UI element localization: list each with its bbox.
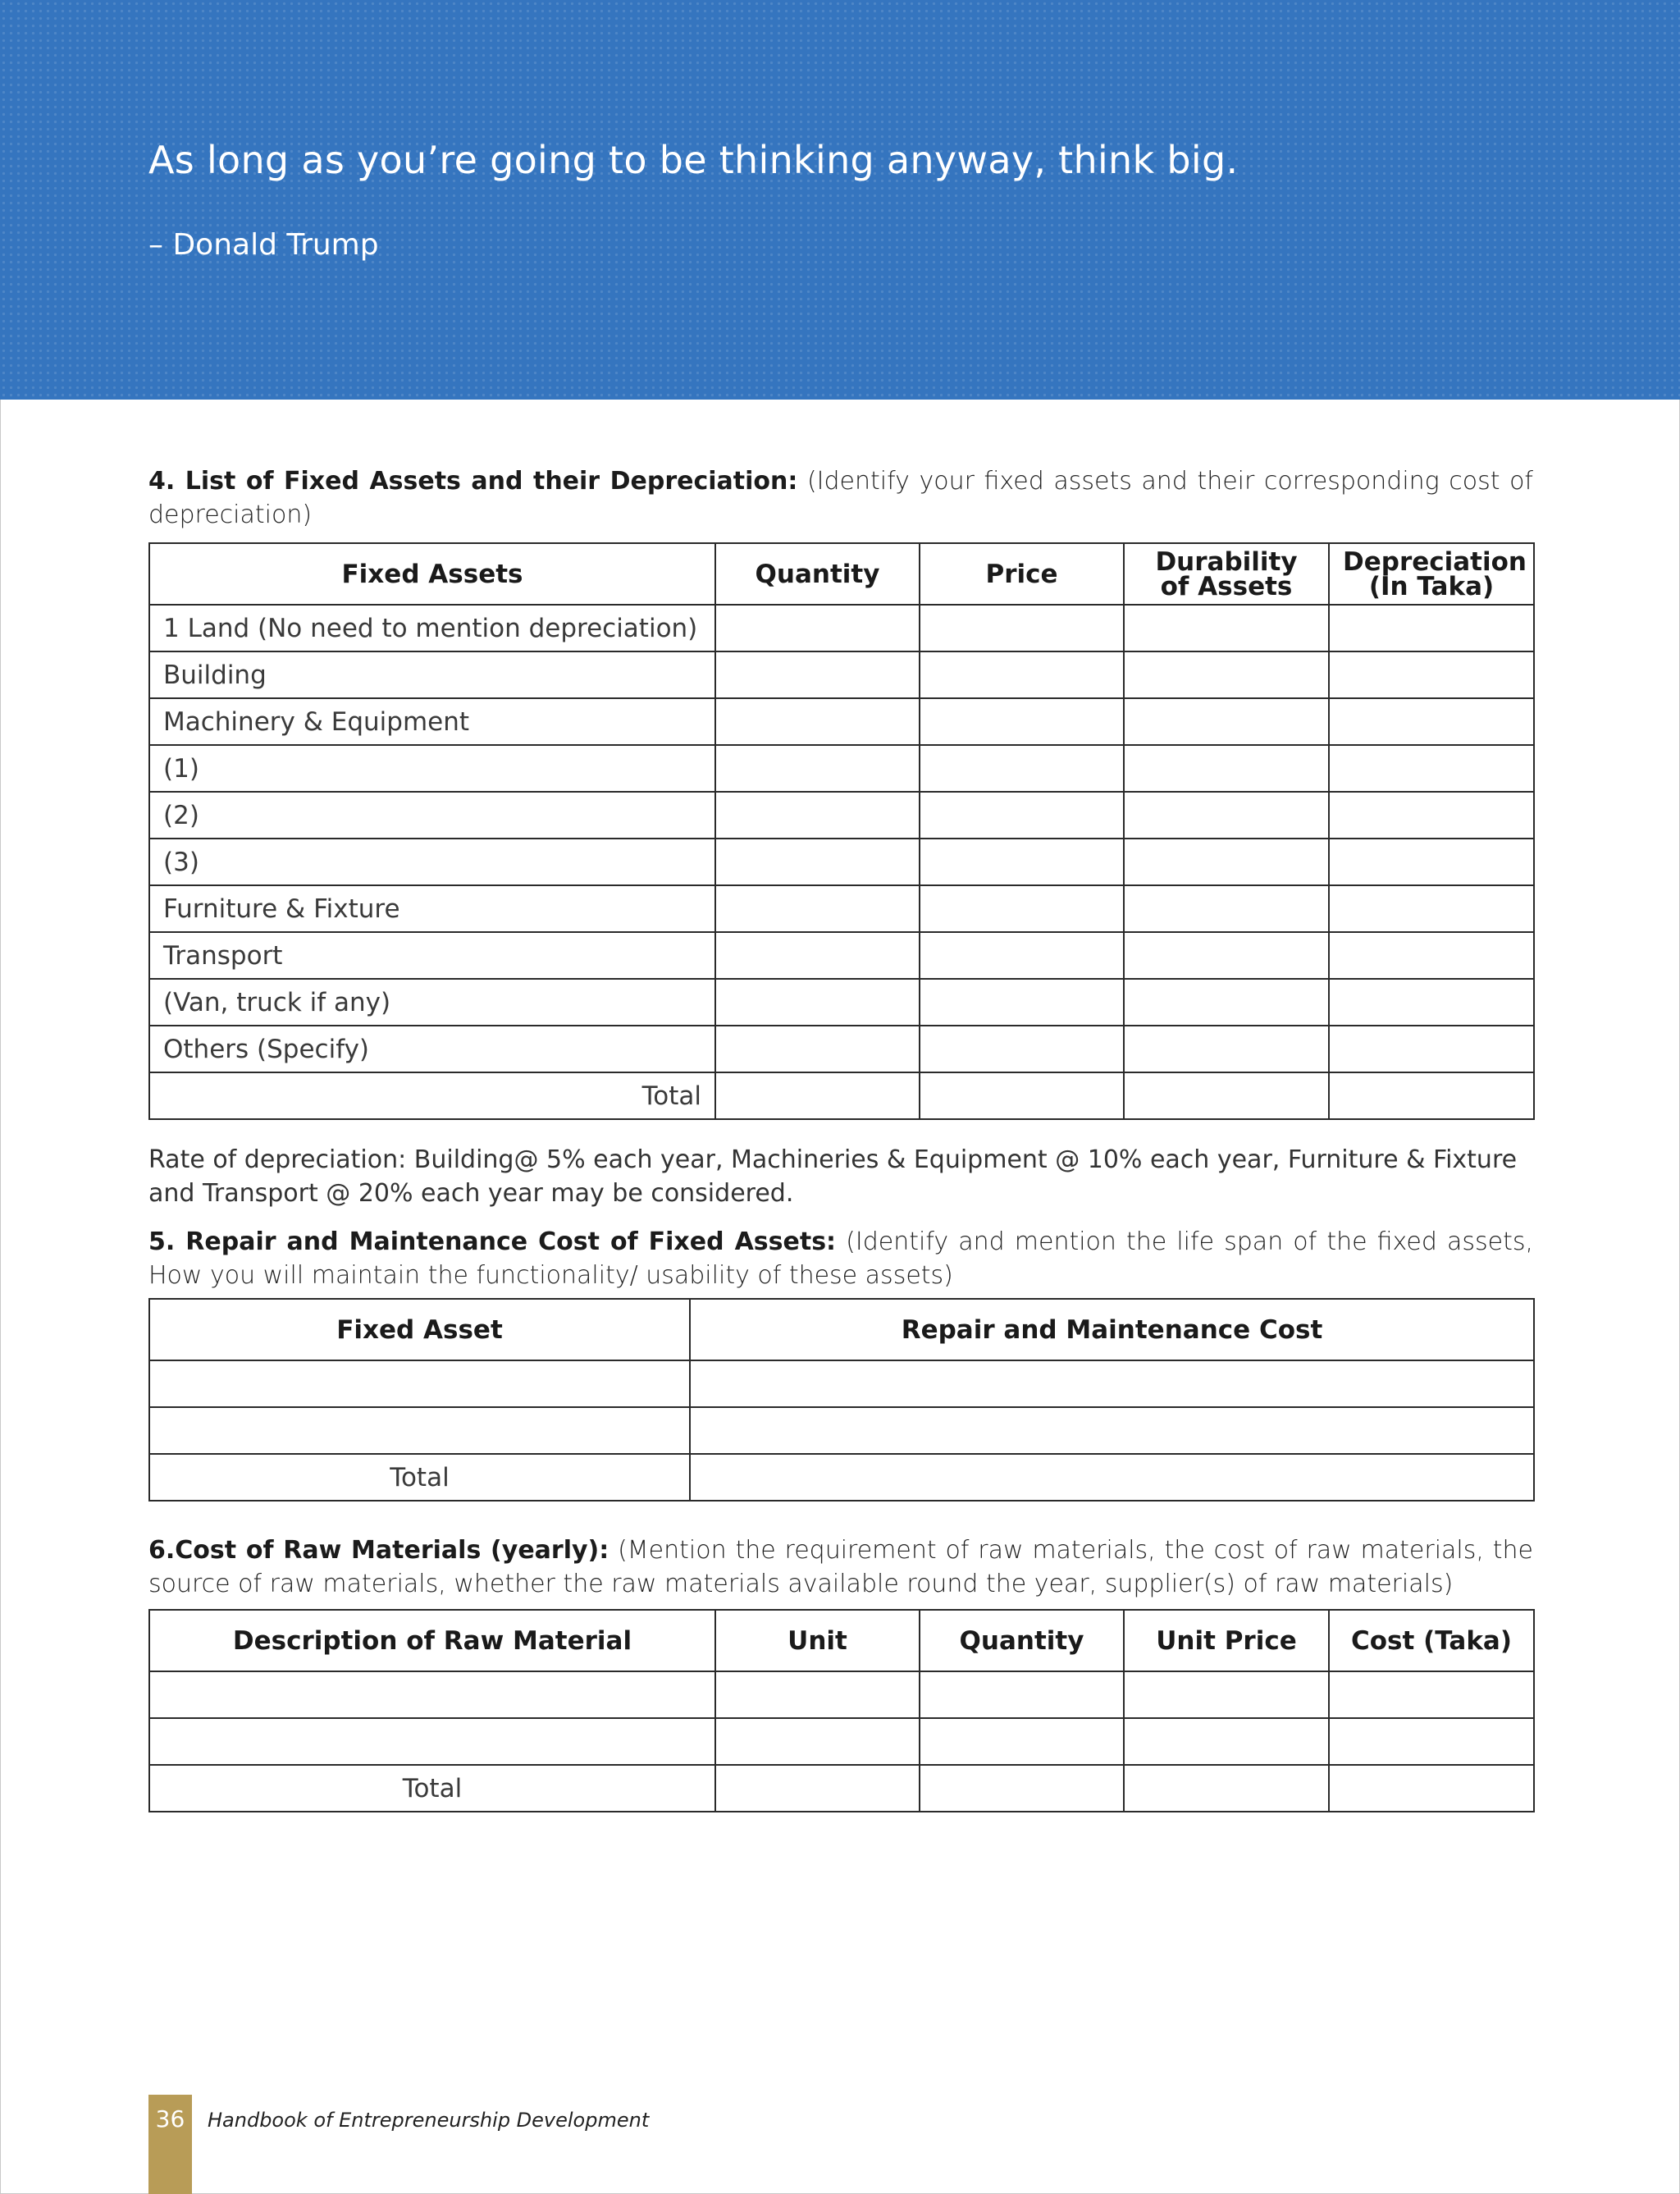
section-6-description: (Mention the requirement of raw materials, the cost of raw materials, the source of raw materials, whether the raw materials available round the year, supplier(s) of raw materials) (148, 1536, 1533, 1598)
input-cell[interactable] (715, 1671, 920, 1718)
raw-materials-table (148, 1609, 1535, 1812)
input-cell[interactable] (920, 1072, 1124, 1119)
input-cell[interactable] (1329, 651, 1534, 698)
input-cell[interactable] (690, 1454, 1534, 1501)
total-row (149, 1072, 1534, 1119)
column-header: Depreciation (In Taka) (1329, 543, 1534, 605)
input-cell[interactable] (715, 839, 920, 885)
table-header-row (149, 543, 1534, 605)
asset-name-cell: Transport (149, 932, 715, 979)
input-cell[interactable] (920, 979, 1124, 1026)
input-cell[interactable] (1329, 1671, 1534, 1718)
input-cell[interactable] (1124, 792, 1329, 839)
input-cell[interactable] (1329, 698, 1534, 745)
input-cell[interactable] (920, 1765, 1124, 1812)
input-cell[interactable] (690, 1407, 1534, 1454)
input-cell[interactable] (1329, 839, 1534, 885)
asset-name-cell: 1 Land (No need to mention depreciation) (149, 605, 715, 651)
section-5-description: (Identify and mention the life span of the fixed assets, How you will maintain the functionality/ usability of these assets) (148, 1227, 1534, 1290)
input-cell[interactable] (920, 605, 1124, 651)
column-header: Fixed Asset (149, 1299, 690, 1360)
table-row (149, 745, 1534, 792)
column-header: Quantity (715, 543, 920, 605)
input-cell[interactable] (920, 792, 1124, 839)
section-5-title: 5. Repair and Maintenance Cost of Fixed Assets: (148, 1227, 837, 1256)
input-cell[interactable] (1124, 745, 1329, 792)
input-cell[interactable] (920, 839, 1124, 885)
input-cell[interactable] (920, 1026, 1124, 1072)
input-cell[interactable] (715, 1718, 920, 1765)
repair-table-wrapper (148, 1298, 1533, 1502)
input-cell[interactable] (1124, 839, 1329, 885)
asset-name-cell: (1) (149, 745, 715, 792)
input-cell[interactable] (920, 745, 1124, 792)
input-cell[interactable] (715, 792, 920, 839)
input-cell[interactable] (715, 745, 920, 792)
input-cell[interactable] (1124, 651, 1329, 698)
input-cell[interactable] (149, 1671, 715, 1718)
table-row (149, 1360, 1534, 1407)
table-row (149, 1407, 1534, 1454)
input-cell[interactable] (1329, 792, 1534, 839)
total-label: Total (149, 1765, 715, 1812)
input-cell[interactable] (1124, 698, 1329, 745)
input-cell[interactable] (1329, 1072, 1534, 1119)
input-cell[interactable] (690, 1360, 1534, 1407)
input-cell[interactable] (1329, 745, 1534, 792)
footer-book-title: Handbook of Entrepreneurship Development (208, 2109, 650, 2132)
input-cell[interactable] (1124, 885, 1329, 932)
column-header: Description of Raw Material (149, 1610, 715, 1671)
section-4-description: (Identify your fixed assets and their corresponding cost of depreciation) (148, 467, 1533, 529)
table-row (149, 698, 1534, 745)
asset-name-cell: Building (149, 651, 715, 698)
input-cell[interactable] (920, 1718, 1124, 1765)
section-4-title: 4. List of Fixed Assets and their Depreciation: (148, 467, 798, 496)
column-header: Fixed Assets (149, 543, 715, 605)
fixed-assets-table-wrapper (148, 542, 1533, 1120)
table-header-row (149, 1299, 1534, 1360)
asset-name-cell: (3) (149, 839, 715, 885)
depreciation-note: Rate of depreciation: Building@ 5% each year, Machineries & Equipment @ 10% each year, Furniture & Fixture and Transport @ 20% each year may be considered. (148, 1145, 1518, 1208)
column-header: Unit Price (1124, 1610, 1329, 1671)
section-fixed-assets (148, 464, 1533, 532)
section-4-heading (148, 464, 1533, 532)
input-cell[interactable] (715, 1026, 920, 1072)
input-cell[interactable] (920, 932, 1124, 979)
input-cell[interactable] (1124, 1026, 1329, 1072)
asset-name-cell: Furniture & Fixture (149, 885, 715, 932)
table-row (149, 792, 1534, 839)
input-cell[interactable] (1124, 1072, 1329, 1119)
input-cell[interactable] (1124, 932, 1329, 979)
input-cell[interactable] (1124, 979, 1329, 1026)
raw-materials-table-wrapper (148, 1609, 1533, 1812)
total-row (149, 1765, 1534, 1812)
asset-name-cell: (Van, truck if any) (149, 979, 715, 1026)
input-cell[interactable] (1329, 932, 1534, 979)
input-cell[interactable] (715, 1072, 920, 1119)
table-row (149, 979, 1534, 1026)
input-cell[interactable] (149, 1407, 690, 1454)
input-cell[interactable] (715, 885, 920, 932)
input-cell[interactable] (1329, 605, 1534, 651)
input-cell[interactable] (920, 698, 1124, 745)
input-cell[interactable] (1329, 979, 1534, 1026)
input-cell[interactable] (715, 651, 920, 698)
table-row (149, 1026, 1534, 1072)
column-header: Repair and Maintenance Cost (690, 1299, 1534, 1360)
column-header: Unit (715, 1610, 920, 1671)
section-raw-materials (148, 1534, 1533, 1601)
asset-name-cell: Machinery & Equipment (149, 698, 715, 745)
total-label: Total (149, 1454, 690, 1501)
input-cell[interactable] (149, 1718, 715, 1765)
fixed-assets-table (148, 542, 1535, 1120)
asset-name-cell: (2) (149, 792, 715, 839)
page-number: 36 (155, 2105, 185, 2132)
table-row (149, 1718, 1534, 1765)
input-cell[interactable] (1124, 1718, 1329, 1765)
total-row (149, 1454, 1534, 1501)
input-cell[interactable] (920, 651, 1124, 698)
table-row (149, 885, 1534, 932)
table-header-row (149, 1610, 1534, 1671)
asset-name-cell: Others (Specify) (149, 1026, 715, 1072)
section-repair-maintenance (148, 1225, 1533, 1292)
total-label: Total (149, 1072, 715, 1119)
section-6-heading (148, 1534, 1533, 1601)
input-cell[interactable] (1124, 1765, 1329, 1812)
input-cell[interactable] (1329, 1718, 1534, 1765)
repair-maintenance-table (148, 1298, 1535, 1502)
table-row (149, 605, 1534, 651)
section-6-title: 6.Cost of Raw Materials (yearly): (148, 1536, 609, 1565)
column-header: Cost (Taka) (1329, 1610, 1534, 1671)
table-row (149, 839, 1534, 885)
input-cell[interactable] (715, 979, 920, 1026)
input-cell[interactable] (715, 698, 920, 745)
input-cell[interactable] (715, 605, 920, 651)
input-cell[interactable] (715, 1765, 920, 1812)
column-header: Quantity (920, 1610, 1124, 1671)
depreciation-note-wrapper (148, 1143, 1533, 1210)
column-header: Durability of Assets (1124, 543, 1329, 605)
input-cell[interactable] (1124, 1671, 1329, 1718)
banner-quote: As long as you’re going to be thinking anyway, think big. (148, 138, 1239, 182)
table-row (149, 932, 1534, 979)
quote-banner (0, 0, 1680, 400)
input-cell[interactable] (1124, 605, 1329, 651)
section-5-heading (148, 1225, 1533, 1292)
input-cell[interactable] (715, 932, 920, 979)
table-row (149, 1671, 1534, 1718)
banner-author: – Donald Trump (148, 228, 379, 262)
input-cell[interactable] (920, 885, 1124, 932)
column-header: Price (920, 543, 1124, 605)
input-cell[interactable] (1329, 1026, 1534, 1072)
input-cell[interactable] (1329, 1765, 1534, 1812)
table-row (149, 651, 1534, 698)
input-cell[interactable] (920, 1671, 1124, 1718)
input-cell[interactable] (149, 1360, 690, 1407)
input-cell[interactable] (1329, 885, 1534, 932)
